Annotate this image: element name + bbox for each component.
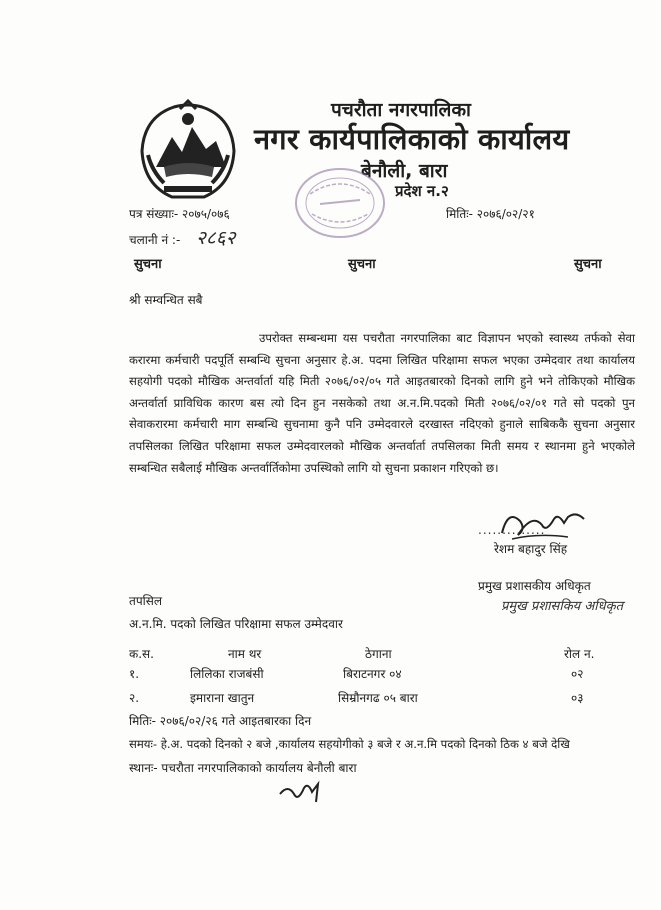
interview-date: मितिः- २०७६/०२/२६ गते आइतबारका दिन <box>129 714 312 728</box>
notice-heading-left: सुचना <box>134 257 162 272</box>
signer-title: प्रमुख प्रशासकीय अधिकृत <box>478 579 591 593</box>
table-row-1-name: लिलिका राजबंसी <box>190 667 264 681</box>
signer-name: रेशम बहादुर सिंह <box>494 542 568 556</box>
office-stamp-icon <box>290 164 390 242</box>
notice-heading-right: सुचना <box>574 257 602 272</box>
reference-number: पत्र संख्याः- २०७५/०७६ <box>129 207 230 221</box>
municipality-name: पचरौता नगरपालिका <box>331 99 471 121</box>
table-header-address: ठेगाना <box>365 647 392 661</box>
table-row-1-roll: ०२ <box>571 667 584 681</box>
letter-date: मितिः- २०७६/०२/२१ <box>446 207 535 221</box>
dispatch-number: २८६२ <box>196 227 236 249</box>
dispatch-label: चलानी नं :- <box>129 233 181 247</box>
body-paragraph: उपरोक्त सम्बन्धमा यस पचरौता नगरपालिका बाट विज्ञापन भएको स्वास्थ्य तर्फको सेवा करारमा कर्मचारी पदपूर्ति सम्बन्धि सुचना अनुसार हे.अ. पदमा लिखित परिक्षामा सफल भएका उम्मेदवार तथा कार्यालय सहयोगी पदको मौखिक अन्तर्वार्ता यहि मिती २०७६/०२/०५ गते आइतबारको दिनको लागि हुने भने तोकिएको मौखिक अन्तर्वार्ता प्राविधिक कारण बस त्यो दिन हुन नसकेको तथा अ.न.मि.पदको मिती २०७६/०२/०१ गते सो पदको पुन सेवाकरारमा कर्मचारी माग सम्बन्धि सुचनामा कुनै पनि उम्मेदवारले दरखास्त नदिएको हुनाले साबिककै सुचना अनुसार तपसिलका लिखित परिक्षामा सफल उम्मेदवारलको मौखिक अन्तर्वार्ता तपसिलका मिती समय र स्थानमा हुने भएकोले सम्बन्धित सबैलाई मौखिक अन्तर्वार्तिकोमा उपस्थिको लागि यो सुचना प्रकाशन गरिएको छ। <box>129 331 635 475</box>
table-row-2-name: इमाराना खातुन <box>190 691 255 705</box>
table-row-2-roll: ०३ <box>571 691 584 705</box>
office-title: नगर कार्यपालिकाको कार्यालय <box>254 122 570 156</box>
province-label: प्रदेश न.२ <box>395 182 449 200</box>
table-row-1-sn: १. <box>129 667 140 681</box>
initials-icon <box>278 780 326 806</box>
signature-line: .............. <box>478 523 546 537</box>
nepal-emblem-icon <box>134 97 242 205</box>
annex-title: अ.न.मि. पदको लिखित परिक्षामा सफल उम्मेदवार <box>129 617 343 631</box>
signer-title-stamp: प्रमुख प्रशासकिय अधिकृत <box>501 599 624 614</box>
table-header-name: नाम थर <box>228 647 262 661</box>
notice-heading-center: सुचना <box>348 257 376 272</box>
table-row-2-address: सिम्रौनगढ ०५ बारा <box>338 691 418 705</box>
table-header-sn: क.स. <box>129 647 154 661</box>
table-row-2-sn: २. <box>129 691 140 705</box>
annex-label: तपसिल <box>129 594 163 608</box>
addressee: श्री सम्वन्धित सबै <box>129 293 203 307</box>
office-location: बेनौली, बारा <box>361 160 448 182</box>
interview-venue: स्थानः- पचरौता नगरपालिकाको कार्यालय बेनौली बारा <box>129 761 357 775</box>
table-row-1-address: बिराटनगर ०४ <box>343 667 402 681</box>
table-header-roll: रोल न. <box>564 647 595 661</box>
interview-time: समयः- हे.अ. पदको दिनको २ बजे ,कार्यालय सहयोगीको ३ बजे र अ.न.मि पदको दिनको ठिक ४ बजे देखि <box>129 737 570 751</box>
